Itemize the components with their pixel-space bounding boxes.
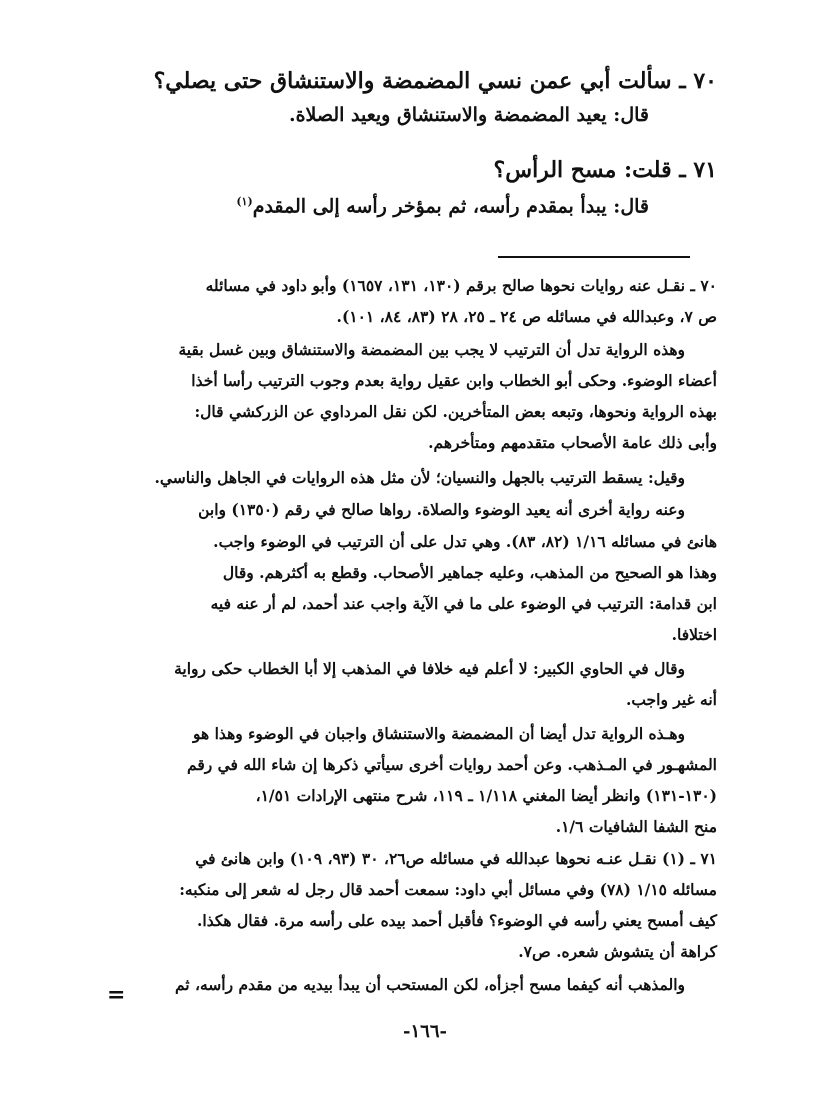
- footnote-line: مسائله ١/١٥ (٧٨) وفي مسائل أبي داود: سمعت أحمد قال رجل له شعر إلى منكبه:: [179, 880, 717, 899]
- footnote-line: وأبى ذلك عامة الأصحاب متقدمهم ومتأخرهم.: [428, 433, 717, 452]
- footnote-line: المشهـور في المـذهب. وعن أحمد روايات أخرى سيأتي ذكرها إن شاء الله في رقم: [187, 755, 717, 774]
- footnote-line: منح الشفا الشافيات ١/٦.: [555, 817, 717, 836]
- footnote-line: ص ٧، وعبدالله في مسائله ص ٢٤ ـ ٢٥، ٢٨ (٨٣، ٨٤، ١٠١).: [336, 307, 717, 326]
- answer-71: [236, 195, 649, 217]
- footnote-line: أنه غير واجب.: [625, 690, 717, 709]
- footnote-line: وقيل: يسقط الترتيب بالجهل والنسيان؛ لأن مثل هذه الروايات في الجاهل والناسي.: [154, 468, 685, 487]
- footnote-line: وقال في الحاوي الكبير: لا أعلم فيه خلافا في المذهب إلا أبا الخطاب حكى رواية: [174, 659, 685, 678]
- footnote-line: ٧١ ـ (١) نقـل عنـه نحوها عبدالله في مسائله ص٢٦، ٣٠ (٩٣، ١٠٩) وابن هانئ في: [195, 849, 717, 868]
- question-71: ٧١ ـ قلت: مسح الرأس؟: [493, 157, 717, 183]
- question-70: ٧٠ ـ سألت أبي عمن نسي المضمضة والاستنشاق حتى يصلي؟: [153, 68, 717, 94]
- answer-70: قال: يعيد المضمضة والاستنشاق ويعيد الصلاة.: [288, 104, 649, 126]
- footnote-separator: [498, 256, 690, 258]
- footnote-line: ٧٠ ـ نقـل عنه روايات نحوها صالح برقم (١٣٠، ١٣١، ١٦٥٧) وأبو داود في مسائله: [205, 276, 717, 295]
- footnote-line: هانئ في مسائله ١/١٦ (٨٢، ٨٣). وهي تدل على أن الترتيب في الوضوء واجب.: [213, 532, 717, 551]
- footnote-line: وهـذه الرواية تدل أيضا أن المضمضة والاستنشاق واجبان في الوضوء وهذا هو: [193, 724, 685, 743]
- footnote-line: وهذه الرواية تدل أن الترتيب لا يجب بين المضمضة والاستنشاق وبين غسل بقية: [178, 340, 685, 359]
- footnote-line: كراهة أن يتشوش شعره. ص٧.: [518, 942, 717, 961]
- footnote-line: والمذهب أنه كيفما مسح أجزأه، لكن المستحب أن يبدأ بيديه من مقدم رأسه، ثم: [174, 975, 685, 994]
- footnote-line: وهذا هو الصحيح من المذهب، وعليه جماهير الأصحاب. وقطع به أكثرهم. وقال: [222, 563, 717, 582]
- footnote-ref-1: (١): [236, 195, 253, 208]
- answer-71-text: قال: يبدأ بمقدم رأسه، ثم بمؤخر رأسه إلى المقدم: [252, 195, 649, 218]
- footnote-line: اختلافا.: [671, 625, 717, 644]
- footnote-line: (١٣٠-١٣١) وانظر أيضا المغني ١/١١٨ ـ ١١٩، شرح منتهى الإرادات ١/٥١،: [255, 786, 717, 805]
- footnote-line: بهذه الرواية ونحوها، وتبعه بعض المتأخرين. لكن نقل المرداوي عن الزركشي قال:: [194, 402, 717, 421]
- footnote-line: وعنه رواية أخرى أنه يعيد الوضوء والصلاة. رواها صالح في رقم (١٣٥٠) وابن: [198, 500, 685, 519]
- footnote-line: كيف أمسح يعني رأسه في الوضوء؟ فأقبل أحمد بيده على رأسه مرة. فقال هكذا.: [197, 911, 717, 930]
- continuation-mark: =: [107, 982, 126, 1008]
- footnote-line: أعضاء الوضوء. وحكى أبو الخطاب وابن عقيل رواية بعدم وجوب الترتيب رأسا أخذا: [191, 371, 717, 390]
- footnote-line: ابن قدامة: الترتيب في الوضوء على ما في الآية واجب عند أحمد، لم أر عنه فيه: [210, 594, 717, 613]
- page-number: -١٦٦-: [403, 1021, 447, 1042]
